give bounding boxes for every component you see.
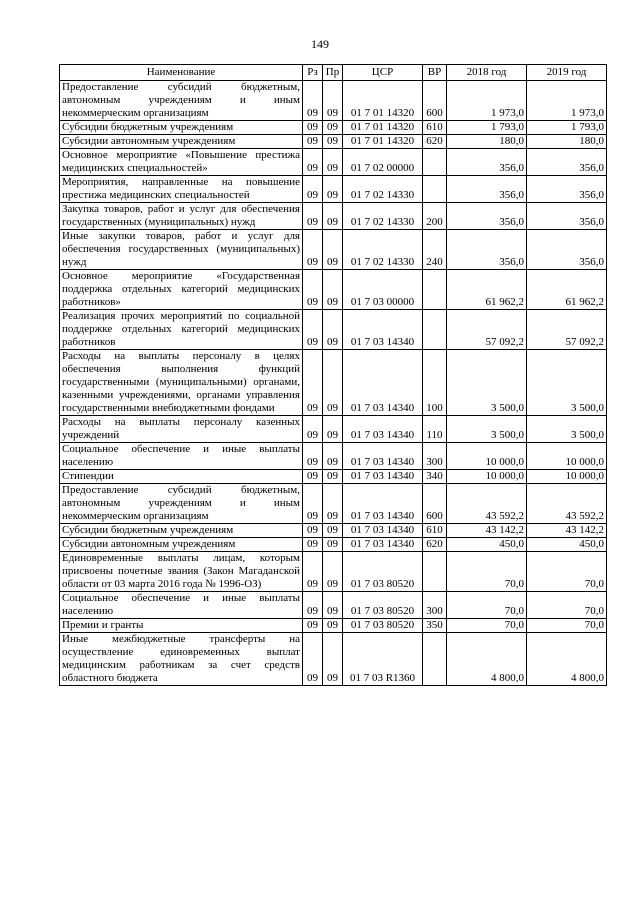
cell-2019: 70,0 [527,619,607,633]
cell-2018: 1 793,0 [447,121,527,135]
cell-2019: 356,0 [527,203,607,230]
cell-name: Иные межбюджетные трансферты на осуществление единовременных выплат медицинским работникам за счет средств областного бюджета [60,633,303,686]
cell-2018: 356,0 [447,176,527,203]
cell-rz: 09 [303,230,323,270]
cell-name: Закупка товаров, работ и услуг для обеспечения государственных (муниципальных) нужд [60,203,303,230]
cell-2018: 10 000,0 [447,443,527,470]
table-row [60,270,607,310]
cell-name: Премии и гранты [60,619,303,633]
cell-2018: 356,0 [447,230,527,270]
cell-rz: 09 [303,310,323,350]
table-row [60,484,607,524]
cell-2018: 1 973,0 [447,81,527,121]
cell-2019: 70,0 [527,552,607,592]
cell-2018: 3 500,0 [447,350,527,416]
cell-2018: 10 000,0 [447,470,527,484]
cell-pr: 09 [323,470,343,484]
cell-pr: 09 [323,350,343,416]
cell-vr: 300 [423,443,447,470]
table-row [60,203,607,230]
table-row [60,149,607,176]
cell-vr: 600 [423,81,447,121]
cell-pr: 09 [323,149,343,176]
cell-pr: 09 [323,619,343,633]
cell-name: Субсидии бюджетным учреждениям [60,524,303,538]
cell-vr [423,176,447,203]
cell-pr: 09 [323,524,343,538]
table-row [60,416,607,443]
cell-2018: 70,0 [447,592,527,619]
cell-name: Единовременные выплаты лицам, которым присвоены почетные звания (Закон Магаданской области от 03 марта 2016 года № 1996-ОЗ) [60,552,303,592]
table-body [60,81,607,686]
cell-name: Реализация прочих мероприятий по социальной поддержке отдельных категорий медицинских работников [60,310,303,350]
cell-pr: 09 [323,203,343,230]
cell-vr [423,149,447,176]
cell-rz: 09 [303,350,323,416]
cell-rz: 09 [303,121,323,135]
cell-pr: 09 [323,135,343,149]
cell-pr: 09 [323,633,343,686]
table-row [60,81,607,121]
cell-2018: 43 592,2 [447,484,527,524]
cell-csr: 01 7 02 14330 [343,176,423,203]
cell-name: Субсидии автономным учреждениям [60,538,303,552]
cell-pr: 09 [323,552,343,592]
header-pr: Пр [323,65,343,81]
cell-2018: 450,0 [447,538,527,552]
header-name: Наименование [60,65,303,81]
cell-pr: 09 [323,443,343,470]
cell-rz: 09 [303,443,323,470]
cell-2018: 180,0 [447,135,527,149]
cell-2019: 43 142,2 [527,524,607,538]
cell-2019: 43 592,2 [527,484,607,524]
cell-name: Субсидии автономным учреждениям [60,135,303,149]
cell-2019: 180,0 [527,135,607,149]
cell-rz: 09 [303,81,323,121]
cell-2018: 4 800,0 [447,633,527,686]
cell-name: Социальное обеспечение и иные выплаты населению [60,592,303,619]
table-row [60,470,607,484]
cell-2019: 3 500,0 [527,350,607,416]
cell-pr: 09 [323,484,343,524]
cell-name: Предоставление субсидий бюджетным, автономным учреждениям и иным некоммерческим организациям [60,484,303,524]
table-row [60,443,607,470]
cell-2019: 356,0 [527,149,607,176]
cell-vr: 620 [423,135,447,149]
cell-csr: 01 7 03 14340 [343,538,423,552]
header-csr: ЦСР [343,65,423,81]
cell-name: Мероприятия, направленные на повышение престижа медицинских специальностей [60,176,303,203]
table-row [60,350,607,416]
cell-vr [423,552,447,592]
cell-vr [423,310,447,350]
cell-name: Субсидии бюджетным учреждениям [60,121,303,135]
cell-2018: 356,0 [447,149,527,176]
cell-vr: 610 [423,121,447,135]
cell-vr: 340 [423,470,447,484]
cell-rz: 09 [303,619,323,633]
table-row [60,135,607,149]
header-2018: 2018 год [447,65,527,81]
cell-name: Социальное обеспечение и иные выплаты населению [60,443,303,470]
cell-csr: 01 7 03 14340 [343,484,423,524]
cell-name: Стипендии [60,470,303,484]
cell-pr: 09 [323,270,343,310]
table-row [60,538,607,552]
cell-csr: 01 7 03 80520 [343,619,423,633]
cell-rz: 09 [303,592,323,619]
cell-vr: 200 [423,203,447,230]
cell-vr: 610 [423,524,447,538]
cell-vr: 600 [423,484,447,524]
header-vr: ВР [423,65,447,81]
table-row [60,121,607,135]
cell-vr: 240 [423,230,447,270]
cell-csr: 01 7 02 00000 [343,149,423,176]
cell-2019: 1 973,0 [527,81,607,121]
cell-pr: 09 [323,310,343,350]
cell-2019: 10 000,0 [527,443,607,470]
cell-csr: 01 7 03 80520 [343,552,423,592]
table-row [60,310,607,350]
cell-2019: 450,0 [527,538,607,552]
cell-vr [423,633,447,686]
cell-vr: 100 [423,350,447,416]
cell-name: Основное мероприятие «Государственная поддержка отдельных категорий медицинских работников» [60,270,303,310]
cell-rz: 09 [303,416,323,443]
cell-rz: 09 [303,203,323,230]
page-number: 149 [311,37,329,51]
header-rz: Рз [303,65,323,81]
cell-pr: 09 [323,176,343,203]
cell-rz: 09 [303,484,323,524]
table-row [60,619,607,633]
cell-csr: 01 7 03 14340 [343,310,423,350]
cell-2018: 3 500,0 [447,416,527,443]
cell-2019: 10 000,0 [527,470,607,484]
cell-name: Основное мероприятие «Повышение престижа медицинских специальностей» [60,149,303,176]
cell-pr: 09 [323,121,343,135]
cell-2019: 57 092,2 [527,310,607,350]
table-header-row [60,65,607,81]
cell-csr: 01 7 03 14340 [343,416,423,443]
cell-2018: 61 962,2 [447,270,527,310]
cell-2018: 356,0 [447,203,527,230]
cell-vr: 620 [423,538,447,552]
cell-pr: 09 [323,230,343,270]
cell-2018: 70,0 [447,619,527,633]
cell-csr: 01 7 01 14320 [343,135,423,149]
cell-vr: 110 [423,416,447,443]
cell-pr: 09 [323,416,343,443]
cell-pr: 09 [323,81,343,121]
cell-vr: 350 [423,619,447,633]
cell-vr [423,270,447,310]
table-row [60,176,607,203]
cell-rz: 09 [303,135,323,149]
cell-rz: 09 [303,270,323,310]
cell-pr: 09 [323,592,343,619]
cell-csr: 01 7 01 14320 [343,121,423,135]
cell-2019: 70,0 [527,592,607,619]
cell-2018: 70,0 [447,552,527,592]
table-row [60,552,607,592]
cell-csr: 01 7 03 14340 [343,443,423,470]
cell-rz: 09 [303,633,323,686]
cell-name: Предоставление субсидий бюджетным, автономным учреждениям и иным некоммерческим организациям [60,81,303,121]
cell-2019: 1 793,0 [527,121,607,135]
cell-csr: 01 7 03 14340 [343,470,423,484]
budget-table [59,64,607,686]
cell-2019: 61 962,2 [527,270,607,310]
table-row [60,592,607,619]
cell-csr: 01 7 03 80520 [343,592,423,619]
cell-2018: 43 142,2 [447,524,527,538]
header-2019: 2019 год [527,65,607,81]
cell-2018: 57 092,2 [447,310,527,350]
cell-2019: 356,0 [527,176,607,203]
cell-rz: 09 [303,149,323,176]
cell-csr: 01 7 02 14330 [343,230,423,270]
table-row [60,633,607,686]
cell-2019: 356,0 [527,230,607,270]
cell-2019: 4 800,0 [527,633,607,686]
cell-pr: 09 [323,538,343,552]
table-row [60,524,607,538]
cell-csr: 01 7 03 14340 [343,524,423,538]
cell-name: Расходы на выплаты персоналу казенных учреждений [60,416,303,443]
cell-rz: 09 [303,176,323,203]
cell-rz: 09 [303,470,323,484]
cell-name: Иные закупки товаров, работ и услуг для обеспечения государственных (муниципальных) нужд [60,230,303,270]
cell-vr: 300 [423,592,447,619]
table-row [60,230,607,270]
cell-rz: 09 [303,524,323,538]
cell-2019: 3 500,0 [527,416,607,443]
cell-csr: 01 7 01 14320 [343,81,423,121]
cell-rz: 09 [303,552,323,592]
cell-csr: 01 7 03 R1360 [343,633,423,686]
cell-csr: 01 7 03 14340 [343,350,423,416]
cell-csr: 01 7 02 14330 [343,203,423,230]
cell-rz: 09 [303,538,323,552]
cell-csr: 01 7 03 00000 [343,270,423,310]
cell-name: Расходы на выплаты персоналу в целях обеспечения выполнения функций государственными (муниципальными) органами, казенными учреждениями, органами управления государственными внебюджетными фондами [60,350,303,416]
